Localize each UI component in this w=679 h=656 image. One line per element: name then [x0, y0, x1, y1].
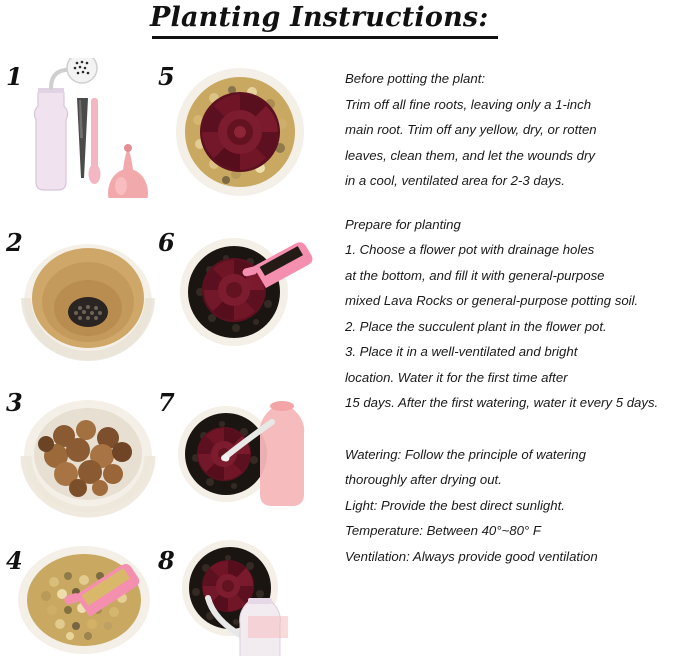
text-line: at the bottom, and fill it with general-purpose — [345, 267, 605, 283]
watering-succulent-illustration — [176, 540, 321, 656]
step-number-1: 1 — [6, 62, 23, 91]
step-number-2: 2 — [6, 228, 23, 257]
instructions-block-prepare — [345, 212, 675, 416]
text-line: in a cool, ventilated area for 2-3 days. — [345, 173, 565, 188]
photo-step-4-mixed-gravel — [14, 540, 160, 656]
tools-illustration — [20, 58, 150, 198]
text-line: Prepare for planting — [345, 216, 461, 232]
planted-succulent-illustration — [170, 58, 310, 203]
step-number-5: 5 — [158, 62, 175, 91]
photo-step-5-planted-succulent — [170, 58, 310, 203]
text-line: main root. Trim off any yellow, dry, or rotten — [345, 122, 597, 137]
text-line: 2. Place the succulent plant in the flower pot. — [345, 318, 607, 334]
text-line: Temperature: Between 40°~80° F — [345, 523, 541, 538]
step-number-4: 4 — [6, 546, 23, 575]
title-underline — [152, 36, 498, 39]
photo-step-2-empty-pot — [18, 224, 158, 364]
instructions-text — [345, 66, 675, 569]
instructions-block-before-potting — [345, 66, 675, 194]
watering-closeup-illustration — [176, 392, 316, 512]
photo-step-1-tools — [20, 58, 150, 198]
text-line: 15 days. After the first watering, water it every 5 days. — [345, 395, 659, 410]
empty-pot-illustration — [18, 224, 158, 364]
photo-step-7-watering-closeup — [176, 392, 316, 512]
text-line: 1. Choose a flower pot with drainage holes — [345, 242, 595, 257]
text-line: Light: Provide the best direct sunlight. — [345, 497, 565, 513]
adding-soil-illustration — [176, 230, 316, 355]
text-line: 3. Place it in a well-ventilated and bright — [345, 344, 578, 359]
text-line: Ventilation: Always provide good ventilation — [345, 548, 598, 564]
page-title: Planting Instructions: — [150, 2, 489, 33]
step-number-7: 7 — [158, 388, 175, 417]
text-line: thoroughly after drying out. — [345, 472, 502, 487]
step-number-3: 3 — [6, 388, 23, 417]
step-number-6: 6 — [158, 228, 175, 257]
photo-step-3-lava-rocks — [18, 384, 158, 524]
photo-step-8-watering-succulent — [176, 540, 321, 656]
instructions-block-care — [345, 442, 675, 570]
text-line: location. Water it for the first time after — [345, 369, 568, 385]
step-number-8: 8 — [158, 546, 175, 575]
text-line: mixed Lava Rocks or general-purpose potting soil. — [345, 293, 639, 308]
text-line: Watering: Follow the principle of watering — [345, 446, 586, 462]
text-line: leaves, clean them, and let the wounds dry — [345, 147, 595, 163]
text-line: Before potting the plant: — [345, 71, 486, 86]
text-line: Trim off all fine roots, leaving only a 1-inch — [345, 96, 592, 112]
photo-step-6-adding-soil — [176, 230, 316, 355]
lava-rocks-illustration — [18, 384, 158, 524]
mixed-gravel-illustration — [14, 540, 160, 656]
